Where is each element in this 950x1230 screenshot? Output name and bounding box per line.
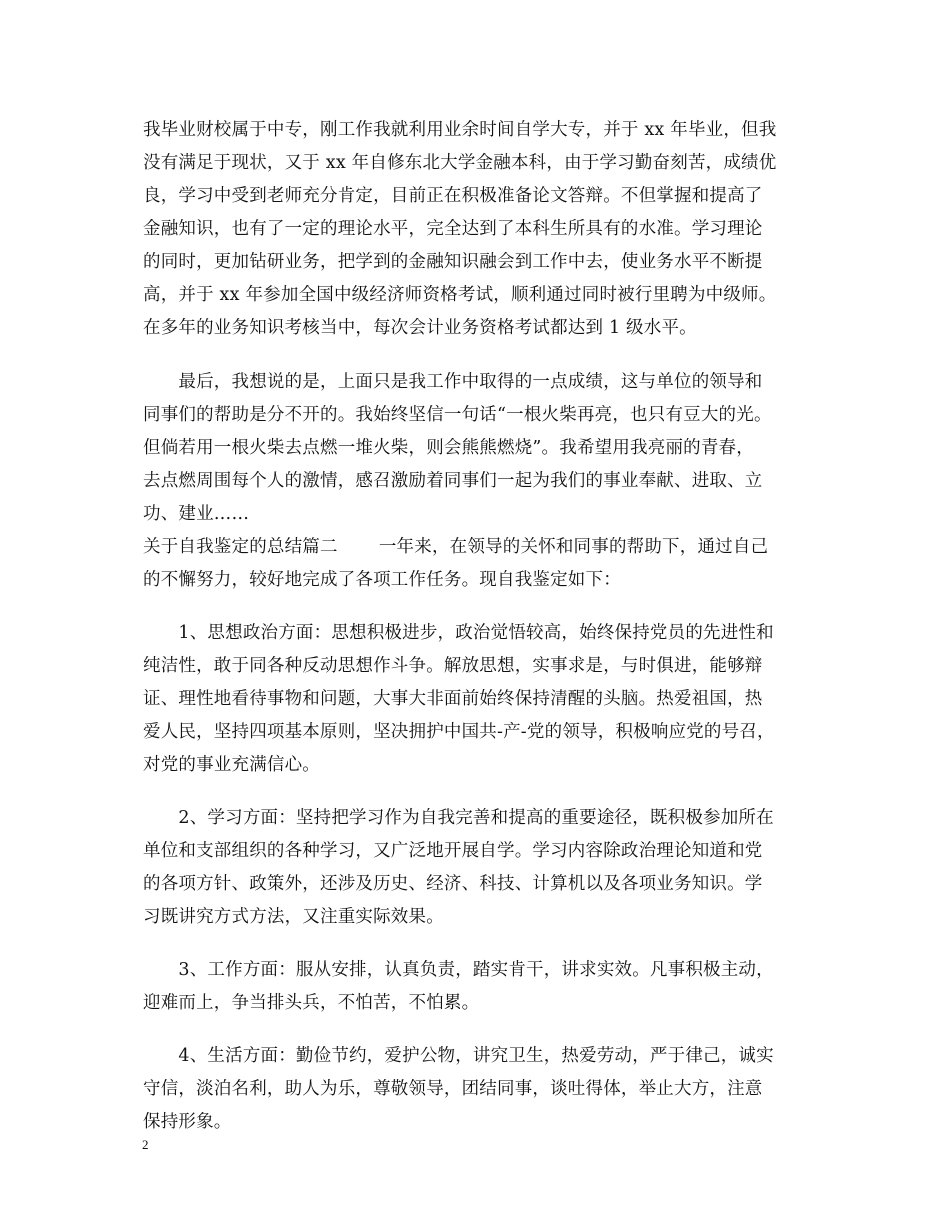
text-line: 在多年的业务知识考核当中，每次会计业务资格考试都达到 1 级水平。 — [143, 318, 697, 338]
text-line: 我毕业财校属于中专，刚工作我就利用业余时间自学大专，并于 xx 年毕业，但我 — [143, 120, 777, 140]
text-line: 最后，我想说的是，上面只是我工作中取得的一点成绩，这与单位的领导和 — [143, 372, 763, 392]
text-line: 的同时，更加钻研业务，把学到的金融知识融会到工作中去，使业务水平不断提 — [143, 252, 763, 272]
text-line: 金融知识，也有了一定的理论水平，完全达到了本科生所具有的水准。学习理论 — [143, 219, 763, 239]
text-line: 1、思想政治方面：思想积极进步，政治觉悟较高，始终保持党员的先进性和 — [143, 623, 774, 643]
text-line: 守信，淡泊名利，助人为乐，尊敬领导，团结同事，谈吐得体，举止大方，注意 — [143, 1079, 763, 1099]
text-line: 没有满足于现状，又于 xx 年自修东北大学金融本科，由于学习勤奋刻苦，成绩优 — [143, 153, 777, 173]
text-line: 的不懈努力，较好地完成了各项工作任务。现自我鉴定如下： — [143, 570, 621, 590]
section-heading-line: 关于自我鉴定的总结篇二 一年来，在领导的关怀和同事的帮助下，通过自己 — [143, 537, 769, 557]
text-line: 迎难而上，争当排头兵，不怕苦，不怕累。 — [143, 993, 480, 1013]
text-line: 但倘若用一根火柴去点燃一堆火柴，则会熊熊燃烧”。我希望用我亮丽的青春， — [143, 438, 754, 458]
page-number: 2 — [142, 1137, 149, 1152]
text-line: 4、生活方面：勤俭节约，爱护公物，讲究卫生，热爱劳动，严于律己，诚实 — [143, 1046, 774, 1066]
text-line: 纯洁性，敢于同各种反动思想作斗争。解放思想，实事求是，与时俱进，能够辩 — [143, 656, 763, 676]
text-line: 的各项方针、政策外，还涉及历史、经济、科技、计算机以及各项业务知识。学 — [143, 874, 763, 894]
text-line: 去点燃周围每个人的激情，感召激励着同事们一起为我们的事业奉献、进取、立 — [143, 471, 763, 491]
text-line: 对党的事业充满信心。 — [143, 755, 320, 775]
text-line: 单位和支部组织的各种学习，又广泛地开展自学。学习内容除政治理论知道和党 — [143, 841, 763, 861]
text-line: 高，并于 xx 年参加全国中级经济师资格考试，顺利通过同时被行里聘为中级师。 — [143, 285, 777, 305]
text-line: 证、理性地看待事物和问题，大事大非面前始终保持清醒的头脑。热爱祖国，热 — [143, 689, 763, 709]
text-line: 良，学习中受到老师充分肯定，目前正在积极准备论文答辩。不但掌握和提高了 — [143, 186, 763, 206]
text-line: 3、工作方面：服从安排，认真负责，踏实肯干，讲求实效。凡事积极主动， — [143, 960, 774, 980]
text-line: 功、建业…… — [143, 504, 250, 524]
text-line: 爱人民，坚持四项基本原则，坚决拥护中国共-产-党的领导，积极响应党的号召， — [143, 722, 775, 742]
text-line: 同事们的帮助是分不开的。我始终坚信一句话“一根火柴再亮，也只有豆大的光。 — [143, 405, 772, 425]
text-line: 习既讲究方式方法，又注重实际效果。 — [143, 907, 444, 927]
text-line: 保持形象。 — [143, 1112, 232, 1132]
text-line: 2、学习方面：坚持把学习作为自我完善和提高的重要途径，既积极参加所在 — [143, 808, 774, 828]
